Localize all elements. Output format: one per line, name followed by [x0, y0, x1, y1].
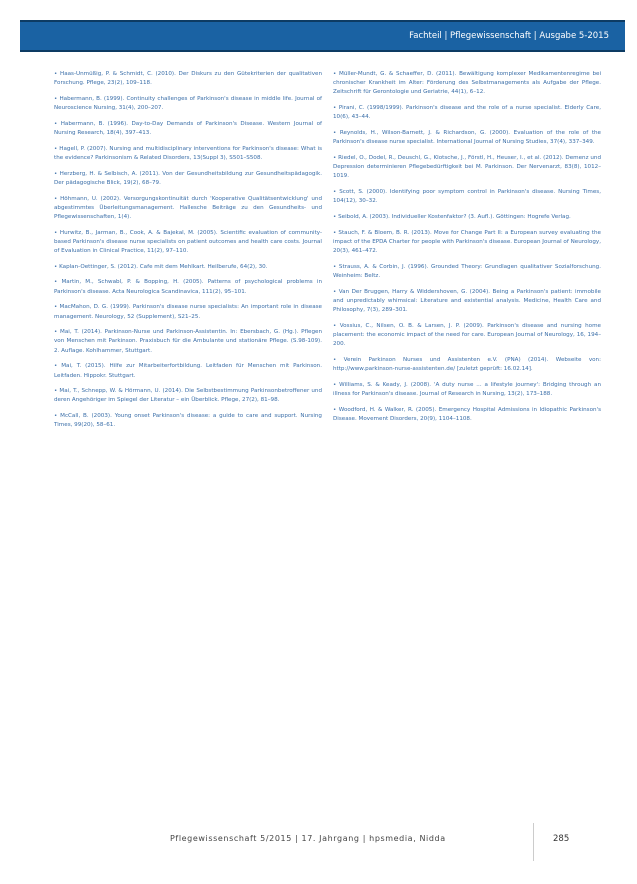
reference-entry: • Stauch, F. & Bloem, B. R. (2013). Move for Change Part II: a European survey evaluating the impact of the EPDA Charter for people with Parkinson's disease. European Journal of Neurology, 20(3), 461–472.	[333, 229, 601, 255]
reference-entry: • Kaplan-Oettinger, S. (2012). Cafe mit dem Mehlkart. Heilberufe, 64(2), 30.	[54, 263, 268, 270]
reference-entry: • Mai, T., Schnepp, W. & Hörmann, U. (2014). Die Selbstbestimmung Parkinsonbetroffener und deren Angehöriger im Spiegel der Literatur – ein Überblick. Pflege, 27(2), 81–98.	[54, 388, 322, 404]
reference-entry: • Herzberg, H. & Selbisch, A. (2011). Von der Gesundheitsbildung zur Gesundheitspädagogik. Der pädagogische Blick, 19(2), 68–79.	[54, 170, 322, 186]
reference-entry: • Van Der Bruggen, Harry & Widdershoven, G. (2004). Being a Parkinson's patient: immobile and unpredictably whimsical: Literature and existential analysis. Medicine, Health Care and Philosophy, 7(3), 289–301.	[333, 288, 601, 314]
reference-entry: • Woodford, H. & Walker, R. (2005). Emergency Hospital Admissions in Idiopathic Parkinson's Disease. Movement Disorders, 20(9), 1104–1108.	[333, 406, 601, 422]
reference-entry: • Mai, T. (2015). Hilfe zur Mitarbeiterfortbildung. Leitfaden für Menschen mit Parkinson. Leitfaden. Hippokr. Stuttgart.	[54, 363, 322, 379]
reference-entry: • Williams, S. & Keady, J. (2008). 'A duty nurse ... a lifestyle journey': Bridging through an illness for Parkinson's disease. Journal of Research in Nursing, 13(2), 173–188.	[333, 381, 601, 397]
header-bar	[20, 20, 625, 52]
references-left-column	[54, 70, 322, 437]
reference-entry: • Habermann, B. (1996). Day-to-Day Demands of Parkinson's Disease. Western Journal of Nursing Research, 18(4), 397–413.	[54, 120, 322, 137]
reference-entry: • Reynolds, H., Wilson-Barnett, J. & Richardson, G. (2000). Evaluation of the role of the Parkinson's disease nurse specialist. International Journal of Nursing Studies, 37(4), 337–349.	[333, 130, 601, 146]
footer-text: Pflegewissenschaft 5/2015 | 17. Jahrgang | hpsmedia, Nidda	[170, 834, 446, 843]
reference-entry: • Strauss, A. & Corbin, J. (1996). Grounded Theory: Grundlagen qualitativer Sozialforschung. Weinheim: Beltz.	[333, 263, 601, 279]
reference-entry: • Müller-Mundt, G. & Schaeffer, D. (2011). Bewältigung komplexer Medikamentenregime bei chronischer Krankheit im Alter: Förderung des Selbstmanagements als Aufgabe der Pflege. Zeitschrift für Gerontologie und Geriatrie, 44(1), 6–12.	[333, 71, 601, 96]
reference-entry: • Höhmann, U. (2002). Versorgungskontinuität durch 'Kooperative Qualitätsentwicklung' und abgestimmtes Überleitungsmanagement. Hallesche Beiträge zu den Gesundheits- und Pflegewissenschaften, 1(4).	[54, 195, 322, 220]
reference-entry: • Habermann, B. (1999). Continuity challenges of Parkinson's disease in middle life. Journal of Neuroscience Nursing, 31(4), 200–207.	[54, 95, 322, 112]
reference-entry: • Vossius, C., Nilsen, O. B. & Larsen, J. P. (2009). Parkinson's disease and nursing home placement: the economic impact of the need for care. European Journal of Neurology, 16, 194–200.	[333, 322, 601, 348]
reference-entry: • Hurwitz, B., Jarman, B., Cook, A. & Bajekal, M. (2005). Scientific evaluation of community-based Parkinson's disease nurse specialists on patient outcomes and health care costs. Journal of Evaluation in Clinical Practice, 11(2), 97–110.	[54, 229, 322, 255]
reference-entry: • Pirani, C. (1998/1999). Parkinson's disease and the role of a nurse specialist. Elderly Care, 10(6), 43–44.	[333, 105, 601, 121]
reference-entry: • McCall, B. (2003). Young onset Parkinson's disease: a guide to care and support. Nursing Times, 99(20), 58–61.	[54, 413, 322, 429]
reference-entry: • Scott, S. (2000). Identifying poor symptom control in Parkinson's disease. Nursing Times, 104(12), 30–32.	[333, 189, 601, 205]
header-title: Fachteil | Pflegewissenschaft | Ausgabe 5-2015	[409, 31, 609, 41]
reference-entry: • Hagell, P. (2007). Nursing and multidisciplinary interventions for Parkinson's disease: What is the evidence? Parkinsonism & Related Disorders, 13(Suppl 3), S501–S508.	[54, 145, 322, 161]
footer-divider	[533, 823, 534, 861]
reference-entry: • Martin, M., Schwabl, P. & Bopping, H. (2005). Patterns of psychological problems in Parkinson's disease. Acta Neurologica Scandinavica, 111(2), 95–101.	[54, 279, 322, 295]
reference-entry: • Seibold, A. (2003). Individueller Kostenfaktor? (3. Aufl.). Göttingen: Hogrefe Verlag.	[333, 213, 571, 220]
page-number: 285	[553, 834, 570, 844]
reference-entry: • Riedel, O., Dodel, R., Deuschl, G., Klotsche, J., Förstl, H., Heuser, I., et al. (2012). Demenz und Depression determinieren Pflegebedürftigkeit bei M. Parkinson. Der Nervenarzt, 83(8), 1012–1019.	[333, 154, 601, 180]
reference-entry: • Mai, T. (2014). Parkinson-Nurse und Parkinson-Assistentin. In: Ebersbach, G. (Hg.). Pflegen von Menschen mit Parkinson. Praxisbuch für die Ambulante und stationäre Pflege. (S.98-109). 2. Auflage. Kohlhammer, Stuttgart.	[54, 329, 322, 354]
reference-entry: • Haas-Unmüßig, P. & Schmidt, C. (2010). Der Diskurs zu den Gütekriterien der qualitativen Forschung. Pflege, 23(2), 109–118.	[54, 71, 322, 87]
reference-entry: • MacMahon, D. G. (1999). Parkinson's disease nurse specialists: An important role in disease management. Neurology, 52 (Supplement), S21–25.	[54, 304, 322, 320]
references-right-column	[333, 70, 601, 431]
reference-entry: • Verein Parkinson Nurses und Assistenten e.V. (PNA) (2014). Webseite von: http://www.parkinson-nurse-assistenten.de/ [zuletzt geprüft: 16.02.14].	[333, 356, 601, 373]
